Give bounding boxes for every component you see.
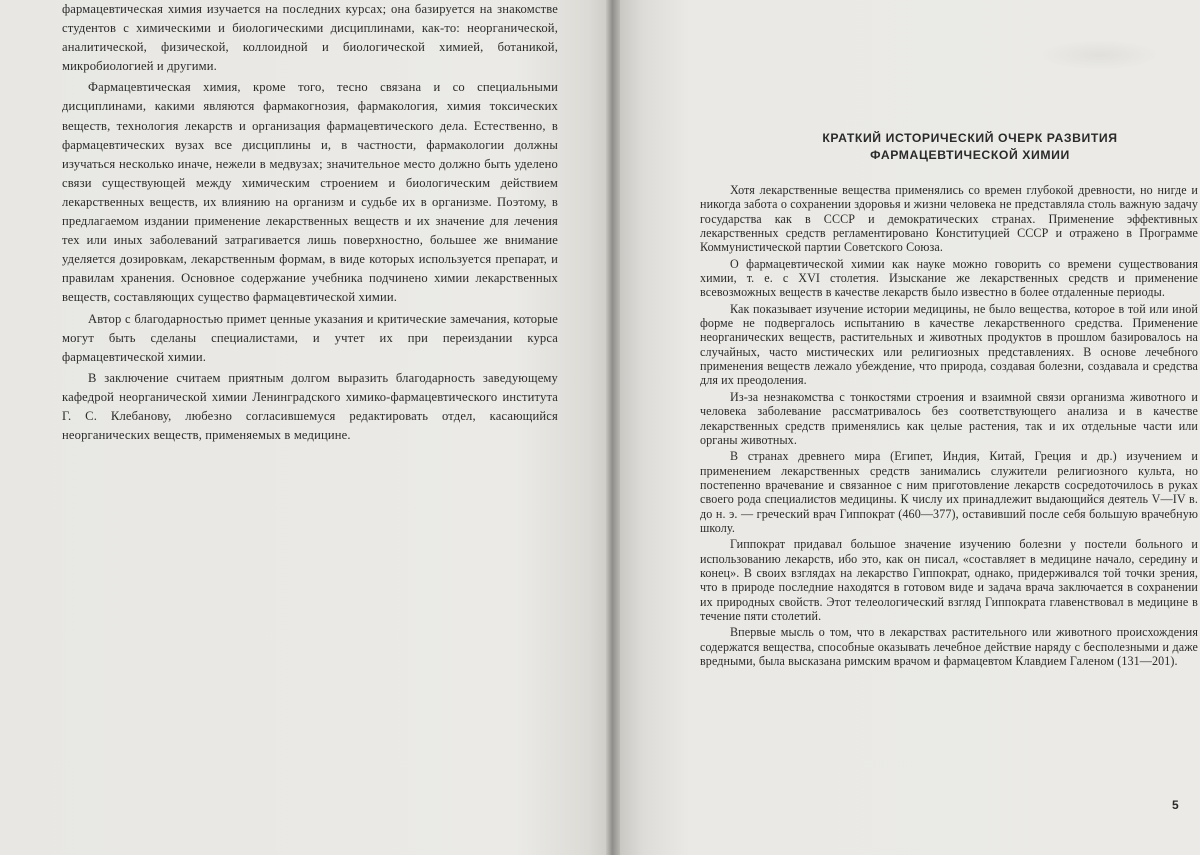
right-page <box>620 0 1200 855</box>
book-gutter <box>606 0 620 855</box>
right-paragraph-2: О фармацевтической химии как науке можно говорить со времени существования химии, т. е. с XVI столетия. Изыскание же лекарственных средств и применение всевозможных веществ в качестве лекарств было известно в более отдаленные периоды. <box>700 256 1198 300</box>
show-through-smudge <box>1040 40 1160 70</box>
chapter-heading-line-2: ФАРМАЦЕВТИЧЕСКОЙ ХИМИИ <box>870 148 1070 162</box>
right-paragraph-4: Из-за незнакомства с тонкостями строения и взаимной связи организма животного и человека заболевание рассматривалось без соответствующего анализа и в качестве лекарственных средств применялись как целые растения, так и их отдельные части или органы животных. <box>700 389 1198 447</box>
left-paragraph-2: Фармацевтическая химия, кроме того, тесно связана и со специальными дисциплинами, какими являются фармакогнозия, фармакология, химия токсических веществ, технология лекарств и организация фармацевтического дела. Естественно, в фармацевтических вузах все дисциплины и, в частности, фармакологии должны изучаться несколько иначе, нежели в медвузах; значительное место должно быть уделено связи существующей между химическим строением и биологическим действием лекарственных веществ, их влиянию на организм и судьбе их в организме. Поэтому, в предлагаемом издании применение лекарственных веществ и их значение для лечения тех или иных заболеваний затрагивается лишь поверхностно, большее же внимание уделяется дозировкам, лекарственным формам, в виде которых используется препарат, и правилам хранения. Основное содержание учебника подчинено химии лекарственных веществ, составляющих существо фармацевтической химии. <box>62 80 558 305</box>
chapter-heading-line-1: КРАТКИЙ ИСТОРИЧЕСКИЙ ОЧЕРК РАЗВИТИЯ <box>822 131 1118 145</box>
left-paragraph-1: фармацевтическая химия изучается на последних курсах; она базируется на знакомстве студентов с химическими и биологическими дисциплинами, как-то: неорганической, аналитической, физической, коллоидной и биологической химией, ботаникой, микробиологией и другими. <box>62 2 558 74</box>
right-paragraph-1: Хотя лекарственные вещества применялись со времен глубокой древности, но нигде и никогда забота о сохранении здоровья и жизни человека не представляла столь важную задачу государства как в СССР и демократических странах. Применение эффективных лекарственных средств регламентировано Конституцией СССР и отражено в Программе Коммунистической партии Советского Союза. <box>700 183 1198 255</box>
left-paragraph-3: Автор с благодарностью примет ценные указания и критические замечания, которые могут быть сделаны специалистами, и учтет их при переиздании курса фармацевтической химии. <box>62 311 558 364</box>
left-page-text <box>62 0 558 445</box>
page-number: 5 <box>1172 798 1179 812</box>
right-paragraph-5: В странах древнего мира (Египет, Индия, Китай, Греция и др.) изучением и применением лекарственных средств занимались служители религиозного культа, но постепенно врачевание и связанное с ним приготовление лекарств сосредоточилось в руках своего рода специалистов медицины. К числу их принадлежит выдающийся деятель V—IV в. до н. э. — греческий врач Гиппократ (460—377), оставивший после себя большую врачебную школу. <box>700 449 1198 535</box>
right-paragraph-6: Гиппократ придавал большое значение изучению болезни у постели больного и использованию лекарств, ибо это, как он писал, «составляет в медицине начало, середину и конец». В своих взглядах на лекарство Гиппократ, однако, придерживался той точки зрения, что в природе последние находятся в готовом виде и задача врача заключается в сохранении их природных свойств. Этот телеологический взгляд Гиппократа главенствовал в медицине в течение пяти столетий. <box>700 537 1198 623</box>
chapter-heading <box>770 130 1170 164</box>
right-paragraph-7: Впервые мысль о том, что в лекарствах растительного или животного происхождения содержатся вещества, способные оказывать лечебное действие наряду с бесполезными и даже вредными, была высказана римским врачом и фармацевтом Клавдием Галеном (131—201). <box>700 625 1198 668</box>
right-page-text <box>700 183 1198 670</box>
right-paragraph-3: Как показывает изучение истории медицины, не было вещества, которое в той или иной форме не подвергалось испытанию в качестве лекарственного средства. Применение неорганических веществ, растительных и животных продуктов в прошлом базировалось на случайных, часто мистических или религиозных представлениях. В основе лечебного применения веществ лежало убеждение, что природа, создавая болезни, создавала и средства для их преодоления. <box>700 301 1198 388</box>
left-paragraph-4: В заключение считаем приятным долгом выразить благодарность заведующему кафедрой неорганической химии Ленинградского химико-фармацевтического института Г. С. Клебанову, любезно согласившемуся редактировать отдел, касающийся неорганических веществ, применяемых в медицине. <box>62 370 558 443</box>
